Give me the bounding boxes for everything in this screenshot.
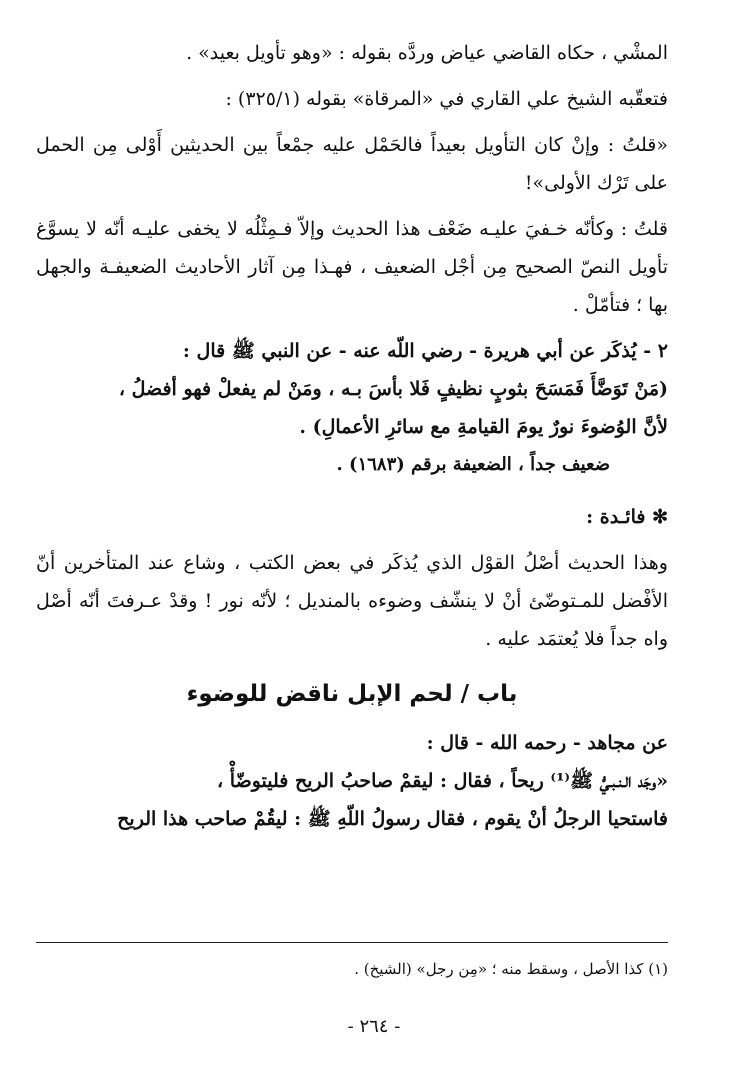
chapter-hadith-line-2: فاستحيا الرجلُ أنْ يقوم ، فقال رسولُ اللّهِ ﷺ : ليقُمْ صاحب هذا الريح (117, 808, 668, 830)
page-number: - ٢٦٤ - (347, 1016, 401, 1037)
paragraph-3-quote: «قلتُ : وإنْ كان التأويل بعيداً فالحَمْل عليه جمْعاً بين الحديثين أَوْلى مِن الحمل على تَرْك الأولى»! (36, 134, 668, 194)
hadith-2-intro: ٢ - يُذكَر عن أبي هريرة - رضي اللّه عنه - عن النبي ﷺ قال : (182, 340, 668, 362)
chapter-hadith-line-1: «وجَد الـنـبـيُّ ﷺ⁽¹⁾ ريحاً ، فقال : ليقمْ صاحبُ الريح فليتوضّأْ ، (217, 770, 668, 792)
benefit-text: وهذا الحديث أصْلُ القوْل الذي يُذكَر في بعض الكتب ، وشاع عند المتأخرين أنّ الأفْضل للمـتوضّئ أنْ لا ينشّف وضوءه بالمنديل ؛ لأنّه نور ! وقدْ عـرفتَ أنّه أصْل واه جداً فلا يُعتمَد عليه . (36, 552, 668, 650)
hadith-2-text-line-2: لأنَّ الوُضوءَ نورٌ يومَ القيامةِ مع سائرِ الأعمالِ) . (299, 416, 668, 438)
benefit-title: ✻ فائـدة : (586, 506, 668, 528)
chapter-intro: عن مجاهد - رحمه الله - قال : (426, 732, 668, 754)
footnote-divider (36, 942, 668, 943)
paragraph-1: المشْي ، حكاه القاضي عياض وردَّه بقوله : «وهو تأويل بعيد» . (186, 42, 668, 64)
hadith-2-text-line-1: (مَنْ تَوَضَّأَ فَمَسَحَ بثوبٍ نظيفٍ فَلا بأسَ بـه ، ومَنْ لم يفعلْ فهو أفضلُ ، (118, 378, 668, 400)
footnote: (١) كذا الأصل ، وسقط منه ؛ «مِن رجل» (الشيخ) . (354, 960, 668, 978)
page-body (36, 34, 668, 838)
chapter-title: باب / لحم الإبل ناقض للوضوء (186, 681, 518, 707)
paragraph-2: فتعقّبه الشيخ علي القاري في «المرقاة» بقوله (٣٢٥/١) : (225, 88, 668, 110)
paragraph-4: قلتُ : وكأنّه خـفيَ عليـه ضَعْف هذا الحديث وإلاّ فـمِثْلُه لا يخفى عليـه أنّه لا يسوَّغ تأويل النصّ الصحيح مِن أجْل الضعيف ، فهـذا مِن آثار الأحاديث الضعيفـة والجهل بها ؛ فتأمّلْ . (36, 218, 668, 316)
hadith-2-grade: ضعيف جداً ، الضعيفة برقم (١٦٨٣) . (336, 454, 610, 475)
